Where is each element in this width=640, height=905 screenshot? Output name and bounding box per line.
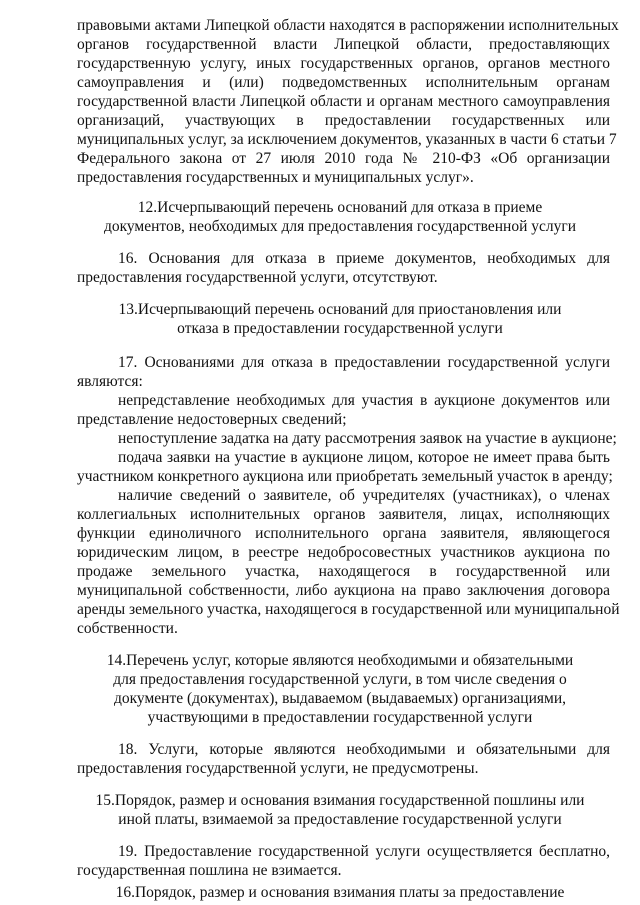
heading-13-line-2: отказа в предоставлении государственной услуги (177, 320, 503, 337)
paragraph-17-line-9: коллегиальных исполнительных органов заявителя, лицах, исполняющих (77, 506, 610, 523)
paragraph-17-line-14: аренды земельного участка, находящегося в государственной или муниципальной (77, 601, 620, 618)
heading-12-line-1: 12.Исчерпывающий перечень оснований для отказа в приеме (137, 199, 543, 216)
paragraph-17-line-1: 17. Основаниями для отказа в предоставлении государственной услуги (118, 354, 610, 371)
paragraph-17-line-7: участником конкретного аукциона или приобретать земельный участок в аренду; (77, 468, 613, 485)
intro-line-1: правовыми актами Липецкой области находятся в распоряжении исполнительных (77, 17, 619, 34)
paragraph-19-line-2: государственная пошлина не взимается. (77, 862, 342, 879)
heading-14-line-2: для предоставления государственной услуги, в том числе сведения о (113, 671, 567, 688)
heading-15-line-1: 15.Порядок, размер и основания взимания государственной пошлины или (95, 792, 585, 809)
paragraph-19-line-1: 19. Предоставление государственной услуги осуществляется бесплатно, (118, 843, 610, 860)
paragraph-17-line-3: непредставление необходимых для участия в аукционе документов или (118, 392, 610, 409)
paragraph-17-line-2: являются: (77, 373, 143, 390)
intro-line-2: органов государственной власти Липецкой области, предоставляющих (77, 36, 610, 53)
heading-16-line-1: 16.Порядок, размер и основания взимания платы за предоставление (115, 884, 565, 901)
heading-14-line-4: участвующими в предоставлении государственной услуги (147, 709, 533, 726)
intro-line-3: государственную услугу, иных государственных органов, органов местного (77, 55, 610, 72)
intro-line-8: Федерального закона от 27 июля 2010 года № 210-ФЗ «Об организации (77, 150, 610, 167)
paragraph-17-line-13: муниципальной собственности, либо аукциона на право заключения договора (77, 582, 610, 599)
intro-line-9: предоставления государственных и муниципальных услуг». (77, 169, 474, 186)
paragraph-17-line-6: подача заявки на участие в аукционе лицом, которое не имеет права быть (118, 449, 610, 466)
heading-14-line-1: 14.Перечень услуг, которые являются необходимыми и обязательными (106, 652, 574, 669)
paragraph-18-line-2: предоставления государственной услуги, не предусмотрены. (77, 760, 479, 777)
paragraph-17-line-4: представление недостоверных сведений; (77, 411, 347, 428)
paragraph-17-line-10: функции единоличного исполнительного органа заявителя, являющегося (77, 525, 610, 542)
paragraph-17-line-12: продаже земельного участка, находящегося в государственной или (77, 563, 610, 580)
paragraph-17-line-15: собственности. (77, 620, 178, 637)
paragraph-17-line-11: юридическим лицом, в реестре недобросовестных участников аукциона по (77, 544, 610, 561)
heading-13-line-1: 13.Исчерпывающий перечень оснований для приостановления или (118, 301, 562, 318)
intro-line-4: самоуправления и (или) подведомственных исполнительным органам (77, 74, 610, 91)
intro-line-5: государственной власти Липецкой области и органам местного самоуправления (77, 93, 610, 110)
paragraph-17-line-8: наличие сведений о заявителе, об учредителях (участниках), о членах (118, 487, 610, 504)
paragraph-16-line-2: предоставления государственной услуги, отсутствуют. (77, 269, 438, 286)
heading-15-line-2: иной платы, взимаемой за предоставление государственной услуги (118, 811, 562, 828)
paragraph-16-line-1: 16. Основания для отказа в приеме документов, необходимых для (118, 250, 610, 267)
intro-line-6: организаций, участвующих в предоставлении государственных или (77, 112, 610, 129)
paragraph-17-line-5: непоступление задатка на дату рассмотрения заявок на участие в аукционе; (118, 430, 617, 447)
heading-12-line-2: документов, необходимых для предоставления государственной услуги (103, 218, 577, 235)
heading-14-line-3: документе (документах), выдаваемом (выдаваемых) организациями, (113, 690, 567, 707)
paragraph-18-line-1: 18. Услуги, которые являются необходимыми и обязательными для (118, 741, 610, 758)
intro-line-7: муниципальных услуг, за исключением документов, указанных в части 6 статьи 7 (77, 131, 617, 148)
